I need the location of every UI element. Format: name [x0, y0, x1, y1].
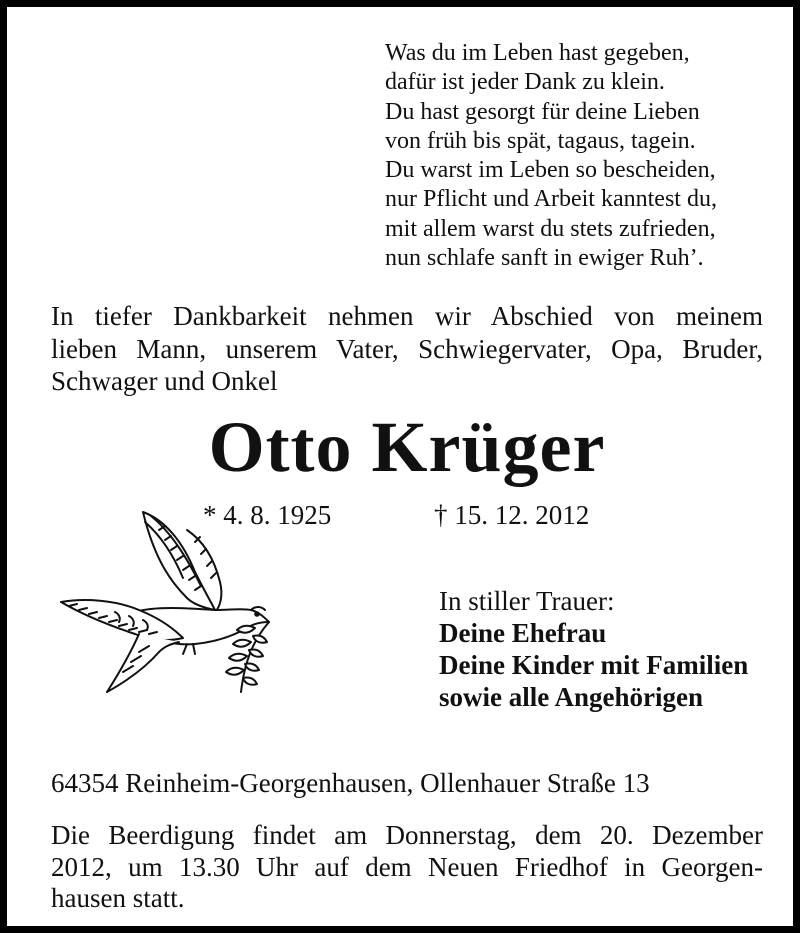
poem-line: von früh bis spät, tagaus, tagein.	[385, 127, 696, 154]
poem-line: nun schlafe sanft in ewiger Ruh’.	[385, 245, 704, 272]
intro-line: In tiefer Dankbarkeit nehmen wir Abschied von meinem	[51, 301, 763, 331]
dove-with-olive-branch-icon	[55, 502, 275, 702]
mourner-line: sowie alle Angehörigen	[439, 682, 703, 712]
funeral-line: 2012, um 13.30 Uhr auf dem Neuen Friedhof in Georgen-	[51, 851, 763, 882]
intro-line: Schwager und Onkel	[51, 366, 278, 396]
intro-line: lieben Mann, unserem Vater, Schwiegervater, Opa, Bruder,	[51, 333, 763, 364]
mourners-block	[439, 585, 748, 713]
family-address: 64354 Reinheim-Georgenhausen, Ollenhauer Straße 13	[51, 768, 650, 798]
mourning-heading: In stiller Trauer:	[439, 586, 615, 616]
deceased-name: Otto Krüger	[208, 407, 606, 487]
poem-line: Was du im Leben hast gegeben,	[385, 40, 690, 66]
poem-line: Du warst im Leben so bescheiden,	[385, 157, 716, 184]
birth-date: * 4. 8. 1925	[203, 500, 332, 530]
poem-line: Du hast gesorgt für deine Lieben	[385, 98, 700, 125]
death-date: † 15. 12. 2012	[434, 500, 590, 530]
mourner-line: Deine Kinder mit Familien	[439, 650, 749, 680]
farewell-intro	[51, 300, 763, 398]
poem-line: mit allem warst du stets zufrieden,	[385, 215, 716, 242]
funeral-notice	[51, 820, 763, 915]
funeral-line: hausen statt.	[51, 883, 185, 913]
poem-line: dafür ist jeder Dank zu klein.	[385, 69, 665, 96]
mourner-line: Deine Ehefrau	[439, 618, 607, 648]
poem-line: nur Pflicht und Arbeit kanntest du,	[385, 186, 717, 213]
funeral-line: Die Beerdigung findet am Donnerstag, dem 20. Dezember	[51, 820, 763, 850]
memorial-poem	[385, 39, 785, 273]
